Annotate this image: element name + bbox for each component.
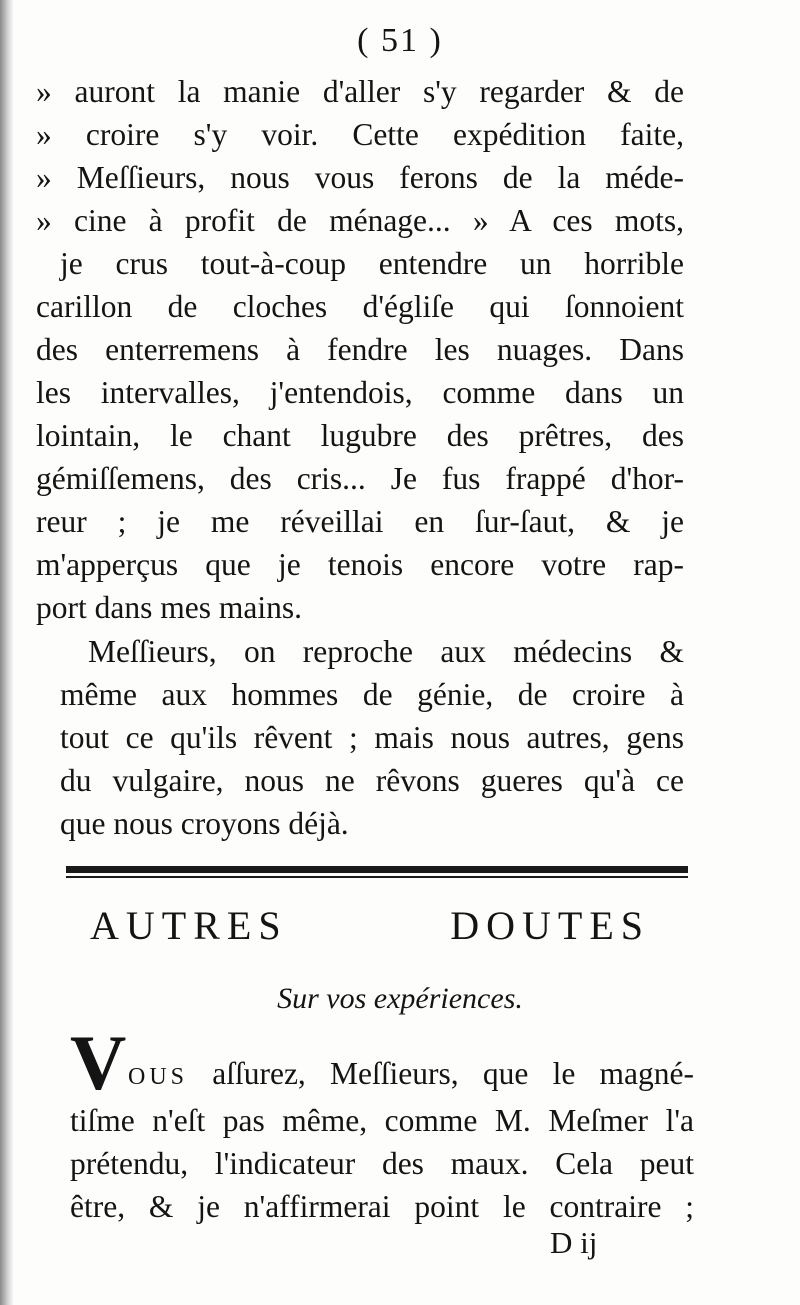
page-number: ( 51 ) [357, 22, 443, 59]
text-line: » cine à profit de ménage... » A ces mots, [36, 203, 684, 238]
text-line: tout ce qu'ils rêvent ; mais nous autres, gens [60, 720, 684, 755]
section-title: AUTRES DOUTES [90, 903, 650, 948]
section-divider-thick [66, 866, 688, 873]
text-line: je crus tout-à-coup entendre un horrible [60, 246, 684, 281]
paragraph-2 [36, 630, 684, 845]
text-line: gémiſſemens, des cris... Je fus frappé d'hor- [36, 461, 684, 496]
text-line: prétendu, l'indicateur des maux. Cela peut [70, 1146, 694, 1181]
text-line: que nous croyons déjà. [60, 806, 349, 841]
text-line: du vulgaire, nous ne rêvons gueres qu'à ce [60, 763, 684, 798]
first-word-caps: OUS [128, 1064, 189, 1090]
text-line: Meſſieurs, on reproche aux médecins & [88, 634, 684, 669]
first-line-rest: aſſurez, Meſſieurs, que le magné- [212, 1056, 694, 1091]
signature-mark: D ij [550, 1225, 598, 1260]
text-line: » croire s'y voir. Cette expédition faite, [36, 117, 684, 152]
text-line: reur ; je me réveillai en ſur-ſaut, & je [36, 504, 684, 539]
text-line: même aux hommes de génie, de croire à [60, 677, 684, 712]
paragraph-3 [70, 1052, 694, 1228]
page-gutter-shadow [0, 0, 14, 1305]
text-line: » Meſſieurs, nous vous ferons de la méde- [36, 160, 684, 195]
drop-cap: V [70, 1019, 127, 1106]
section-subtitle: Sur vos expériences. [277, 982, 523, 1015]
text-line: m'apperçus que je tenois encore votre rap- [36, 547, 684, 582]
paragraph-1 [36, 70, 684, 629]
text-line: port dans mes mains. [36, 590, 302, 625]
text-line [70, 1052, 694, 1099]
text-line: » auront la manie d'aller s'y regarder & de [36, 74, 684, 109]
text-line: carillon de cloches d'égliſe qui ſonnoient [36, 289, 684, 324]
text-line: lointain, le chant lugubre des prêtres, des [36, 418, 684, 453]
text-line: les intervalles, j'entendois, comme dans un [36, 375, 684, 410]
text-line: être, & je n'affirmerai point le contraire ; [70, 1189, 694, 1224]
text-line: tiſme n'eſt pas même, comme M. Meſmer l'a [70, 1103, 694, 1138]
section-divider-thin [66, 876, 688, 878]
text-line: des enterremens à fendre les nuages. Dans [36, 332, 684, 367]
